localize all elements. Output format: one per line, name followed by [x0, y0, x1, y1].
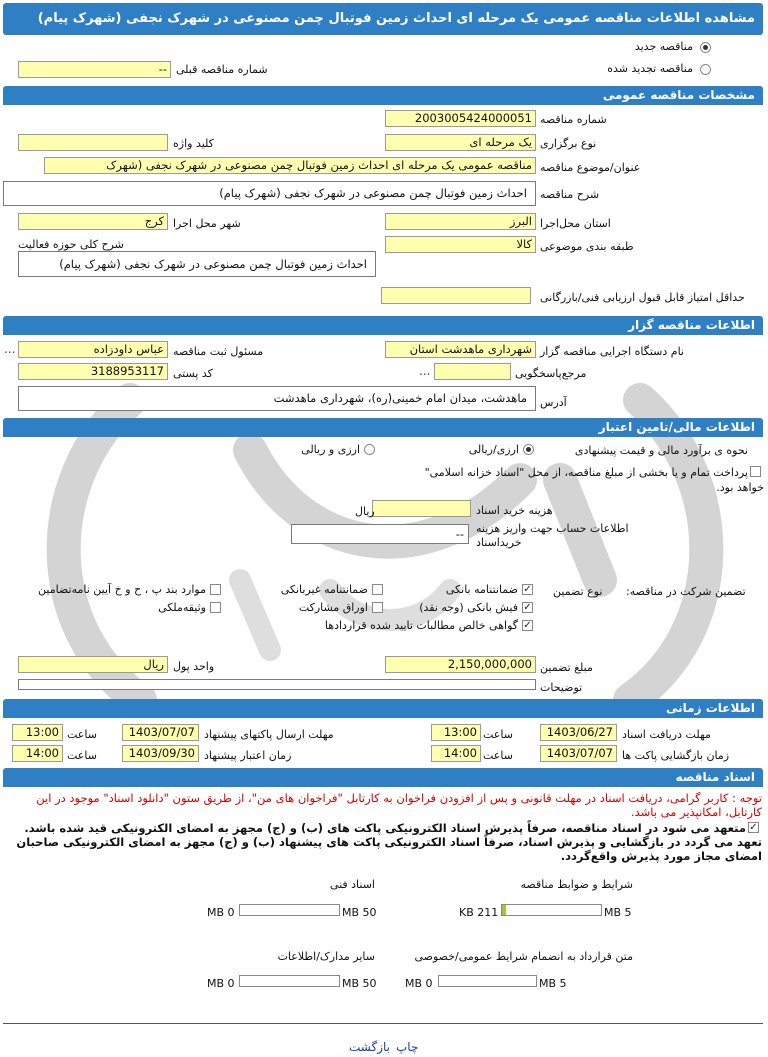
subject-label: عنوان/موضوع مناقصه [540, 161, 641, 174]
address-label: آدرس [540, 396, 567, 409]
postal-label: کد پستی [173, 367, 213, 380]
new-tender-label: مناقصه جدید [634, 40, 693, 53]
open-label: زمان بازگشایی پاکت ها [622, 749, 730, 762]
type-field[interactable]: یک مرحله ای [385, 134, 536, 151]
doc-fee-unit: ریال [355, 505, 375, 518]
nonbank-guarantee-checkbox[interactable] [372, 584, 383, 595]
org-label: نام دستگاه اجرایی مناقصه گزار [540, 345, 684, 358]
file-label-technical: اسناد فنی [329, 878, 375, 891]
docs-section-header: اسناد مناقصه [3, 768, 763, 787]
send-label: مهلت ارسال پاکتهای پیشنهاد [204, 728, 334, 741]
validity-label: زمان اعتبار پیشنهاد [204, 749, 292, 762]
number-label: شماره مناقصه [540, 113, 607, 126]
city-label: شهر محل اجرا [173, 217, 241, 230]
nonbank-guarantee-label: ضمانتنامه غیربانکی [280, 583, 368, 596]
send-date-field[interactable]: 1403/07/07 [122, 724, 199, 741]
account-label-1: اطلاعات حساب جهت واریز هزینه [476, 522, 629, 535]
estimate-label: نحوه ی برآورد مالی و قیمت پیشنهادی [574, 444, 748, 457]
min-score-field[interactable] [381, 287, 531, 304]
doc-fee-field[interactable] [372, 500, 471, 517]
treasury-text-1: پرداخت تمام و یا بخشی از مبلغ مناقصه، از محل "اسناد خزانه اسلامی" [424, 466, 748, 479]
responsible-more-button[interactable]: ... [4, 342, 16, 356]
bonds-checkbox[interactable] [372, 602, 383, 613]
address-box[interactable]: ماهدشت، میدان امام خمینی(ره)، شهرداری ماهدشت [18, 386, 536, 411]
responsible-field[interactable]: عباس داودزاده [18, 341, 168, 358]
file-progress-other [239, 975, 340, 987]
file-label-conditions: شرایط و ضوابط مناقصه [520, 878, 633, 891]
fx-label: ارزی و ریالی [301, 443, 360, 456]
receive-time-label: ساعت [483, 728, 513, 741]
file-used-conditions: 211 KB [459, 906, 499, 919]
desc-box[interactable]: احداث زمین فوتبال چمن مصنوعی در شهرک نجفی (شهرک پیام) [3, 181, 536, 206]
renewed-tender-label: مناقصه تجدید شده [607, 62, 693, 75]
property-label: وثیقه‌ملکی [158, 601, 206, 614]
province-field[interactable]: البرز [385, 213, 536, 230]
reference-more-button[interactable]: ... [419, 364, 431, 378]
number-field[interactable]: 2003005424000051 [385, 110, 536, 127]
footer-divider [3, 1023, 763, 1024]
file-max-other: 50 MB [342, 977, 377, 990]
commit-text-1: متعهد می شود در اسناد مناقصه، صرفاً پذیرش اسناد الکترونیکی پاکت های (ب) و (ج) مجهز به امضای الکترونیکی قید شده باشد. [24, 821, 746, 835]
print-link[interactable]: چاپ [396, 1040, 419, 1054]
new-tender-radio[interactable] [700, 42, 711, 53]
page-title: مشاهده اطلاعات مناقصه عمومی یک مرحله ای احداث زمین فوتبال چمن مصنوعی در شهرک نجفی (شهرک پیام) [3, 3, 763, 35]
currency-field[interactable]: ریال [18, 656, 168, 673]
responsible-label: مسئول ثبت مناقصه [173, 345, 264, 358]
treasury-text-2: خواهد بود. [716, 481, 764, 494]
commit-checkbox[interactable]: ✓ [749, 822, 758, 833]
open-time-field[interactable]: 14:00 [431, 745, 481, 762]
cash-label: فیش بانکی (وجه نقد) [419, 601, 518, 614]
general-section-header: مشخصات مناقصه عمومی [3, 86, 763, 105]
claims-checkbox[interactable]: ✓ [523, 620, 532, 631]
category-field[interactable]: کالا [385, 236, 536, 253]
file-used-technical: 0 MB [207, 906, 235, 919]
rules-label: موارد بند پ ، ح و خ آیین نامه‌تضامین [38, 583, 206, 596]
receive-time-field[interactable]: 13:00 [431, 724, 481, 741]
organizer-section-header: اطلاعات مناقصه گزار [3, 316, 763, 335]
subject-field[interactable]: مناقصه عمومی یک مرحله ای احداث زمین فوتبال چمن مصنوعی در شهرک نجفی (شهرک [44, 157, 536, 174]
file-max-contract: 5 MB [539, 977, 567, 990]
participation-label: تضمین شرکت در مناقصه: [626, 585, 746, 598]
file-used-contract: 0 MB [405, 977, 433, 990]
file-progress-contract [438, 975, 537, 987]
rial-label: ارزی/ریالی [468, 443, 519, 456]
guarantee-type-label: نوع تضمین [553, 585, 603, 598]
receive-label: مهلت دریافت اسناد [622, 728, 711, 741]
file-used-other: 0 MB [207, 977, 235, 990]
reference-field[interactable] [434, 363, 511, 380]
rules-checkbox[interactable] [210, 584, 221, 595]
open-time-label: ساعت [483, 749, 513, 762]
notes-label: توضیحات [540, 681, 583, 694]
file-progress-conditions [501, 904, 602, 916]
prev-number-label: شماره مناقصه قبلی [176, 63, 268, 76]
activity-box[interactable]: احداث زمین فوتبال چمن مصنوعی در شهرک نجفی (شهرک پیام) [18, 251, 376, 277]
open-date-field[interactable]: 1403/07/07 [540, 745, 617, 762]
rial-radio[interactable] [523, 444, 534, 455]
validity-date-field[interactable]: 1403/09/30 [122, 745, 199, 762]
amount-label: مبلغ تضمین [540, 661, 593, 674]
commit-text-3: امضای مجاز مورد پذیرش واقع‌گردد. [560, 849, 762, 863]
prev-number-field[interactable]: -- [18, 61, 171, 78]
city-field[interactable]: کرج [18, 213, 168, 230]
renewed-tender-radio[interactable] [700, 64, 711, 75]
activity-label: شرح کلی حوزه فعالیت [18, 238, 124, 251]
desc-label: شرح مناقصه [540, 188, 600, 201]
file-progress-fill-conditions [502, 905, 506, 915]
amount-field[interactable]: 2,150,000,000 [385, 656, 536, 673]
file-label-other: سایر مدارک/اطلاعات [277, 950, 375, 963]
fx-radio[interactable] [364, 444, 375, 455]
validity-time-field[interactable]: 14:00 [12, 745, 63, 762]
category-label: طبقه بندی موضوعی [540, 240, 634, 253]
reference-label: مرجع‌پاسخگویی [515, 367, 587, 380]
min-score-label: حداقل امتیاز قابل قبول ارزیابی فنی/بازرگانی [540, 291, 745, 304]
treasury-checkbox[interactable] [750, 466, 761, 477]
send-time-label: ساعت [67, 728, 97, 741]
commit-text-2: تعهد می گردد در بازگشایی و پذیرش اسناد، صرفاً اسناد الکترونیکی پاکت های پیشنهاد (ب) و (ج) مجهز به امضای الکترونیکی صاحبان [16, 835, 762, 849]
postal-field[interactable]: 3188953117 [18, 363, 168, 380]
docs-note-2: کارتابل، امکانپذیر می باشد. [630, 805, 762, 819]
doc-fee-label: هزینه خرید اسناد [476, 504, 553, 517]
keyword-label: کلید واژه [173, 137, 214, 150]
account-box[interactable]: -- [291, 524, 469, 544]
send-time-field[interactable]: 13:00 [12, 724, 63, 741]
type-label: نوع برگزاری [540, 137, 597, 150]
bank-guarantee-label: ضمانتنامه بانکی [445, 583, 518, 596]
back-link[interactable]: بازگشت [349, 1040, 390, 1054]
org-field[interactable]: شهرداری ماهدشت استان [385, 341, 536, 358]
file-label-contract: متن قرارداد به انضمام شرایط عمومی/خصوصی [414, 950, 633, 963]
bank-guarantee-checkbox[interactable]: ✓ [523, 584, 532, 595]
docs-note-1: توجه : کاربر گرامی، دریافت اسناد در مهلت قانونی و پس از افزودن فراخوان به کارتابل "فراخوان های من"، از طریق ستون "دانلود اسناد" موجود در این [36, 791, 762, 805]
bonds-label: اوراق مشارکت [298, 601, 368, 614]
notes-box[interactable] [18, 679, 536, 690]
cash-checkbox[interactable]: ✓ [523, 602, 532, 613]
timing-section-header: اطلاعات زمانی [3, 699, 763, 718]
claims-label: گواهی خالص مطالبات تایید شده قراردادها [324, 619, 518, 632]
province-label: استان محل‌اجرا [540, 217, 611, 230]
file-max-technical: 50 MB [342, 906, 377, 919]
file-progress-technical [239, 904, 340, 916]
keyword-field[interactable] [18, 134, 168, 151]
currency-label: واحد پول [173, 660, 215, 673]
financial-section-header: اطلاعات مالی/تامین اعتبار [3, 418, 763, 437]
validity-time-label: ساعت [67, 749, 97, 762]
account-label-2: خریداسناد [476, 536, 522, 549]
property-checkbox[interactable] [210, 602, 221, 613]
file-max-conditions: 5 MB [604, 906, 632, 919]
receive-date-field[interactable]: 1403/06/27 [540, 724, 617, 741]
